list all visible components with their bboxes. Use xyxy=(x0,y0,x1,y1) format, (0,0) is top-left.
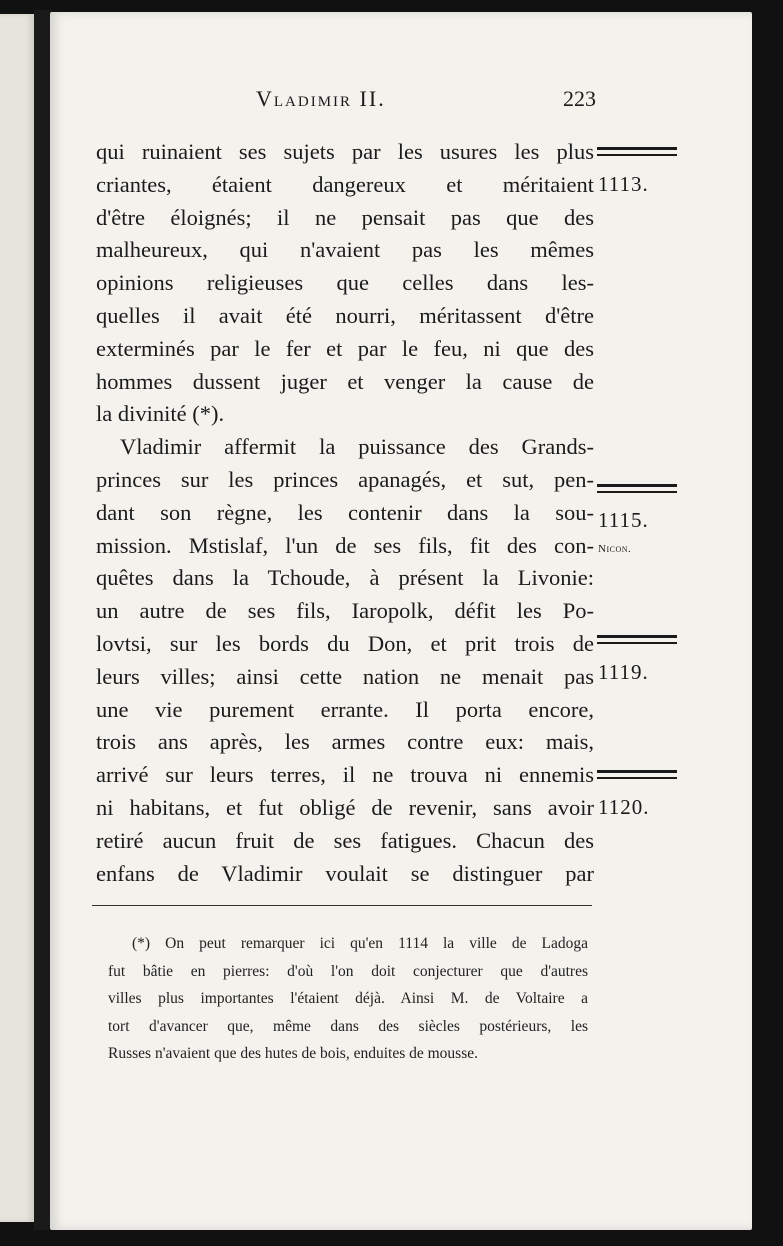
footnote-line: tort d'avancer que, même dans des siècles postérieurs, les xyxy=(108,1017,588,1035)
body-line: hommes dussent juger et venger la cause de xyxy=(96,368,594,394)
body-line: retiré aucun fruit de ses fatigues. Chacun des xyxy=(96,827,594,853)
body-line: leurs villes; ainsi cette nation ne menait pas xyxy=(96,663,594,689)
body-line: la divinité (*). xyxy=(96,401,225,427)
body-line: Vladimir affermit la puissance des Grands- xyxy=(120,434,594,460)
margin-rule xyxy=(597,147,677,156)
margin-year: 1120. xyxy=(598,795,650,819)
body-line: princes sur les princes apanagés, et sut, pen- xyxy=(96,466,594,492)
margin-year: 1119. xyxy=(598,660,649,684)
body-line: mission. Mstislaf, l'un de ses fils, fit des con- xyxy=(96,532,594,558)
margin-rule xyxy=(597,484,677,493)
body-line: lovtsi, sur les bords du Don, et prit trois de xyxy=(96,630,594,656)
body-line: malheureux, qui n'avaient pas les mêmes xyxy=(96,237,594,263)
margin-source: Nicon. xyxy=(598,543,632,555)
body-line: enfans de Vladimir voulait se distinguer par xyxy=(96,860,594,886)
body-line: ni habitans, et fut obligé de revenir, sans avoir xyxy=(96,794,594,820)
body-line: une vie purement errante. Il porta encore, xyxy=(96,696,594,722)
footnote xyxy=(108,930,588,1068)
margin-rule xyxy=(597,770,677,779)
body-line: quêtes dans la Tchoude, à présent la Livonie: xyxy=(96,565,594,591)
body-line: un autre de ses fils, Iaropolk, défit les Po- xyxy=(96,598,594,624)
body-line: criantes, étaient dangereux et méritaient xyxy=(96,171,594,197)
page-number: 223 xyxy=(563,86,596,111)
body-line: dant son règne, les contenir dans la sou- xyxy=(96,499,594,525)
body-line: opinions religieuses que celles dans les- xyxy=(96,270,594,296)
body-line: quelles il avait été nourri, méritassent d'être xyxy=(96,302,594,328)
body-line: arrivé sur leurs terres, il ne trouva ni ennemis xyxy=(96,762,594,788)
margin-rule xyxy=(597,635,677,644)
footnote-line: fut bâtie en pierres: d'où l'on doit conjecturer que d'autres xyxy=(108,962,588,980)
previous-page-edge xyxy=(0,14,35,1222)
running-head: Vladimir II. xyxy=(256,86,386,111)
footnote-rule xyxy=(92,905,592,906)
body-line: trois ans après, les armes contre eux: mais, xyxy=(96,729,594,755)
margin-year: 1113. xyxy=(598,172,649,196)
page-header xyxy=(96,78,596,118)
margin-year: 1115. xyxy=(598,508,649,532)
footnote-line: (*) On peut remarquer ici qu'en 1114 la ville de Ladoga xyxy=(132,935,588,952)
footnote-line: villes plus importantes l'étaient déjà. Ainsi M. de Voltaire a xyxy=(108,990,588,1008)
footnote-line: Russes n'avaient que des hutes de bois, enduites de mousse. xyxy=(108,1045,478,1063)
body-line: qui ruinaient ses sujets par les usures les plus xyxy=(96,139,594,164)
body-line: d'être éloignés; il ne pensait pas que des xyxy=(96,204,594,230)
body-line: exterminés par le fer et par le feu, ni que des xyxy=(96,335,594,361)
body-text xyxy=(96,136,594,890)
